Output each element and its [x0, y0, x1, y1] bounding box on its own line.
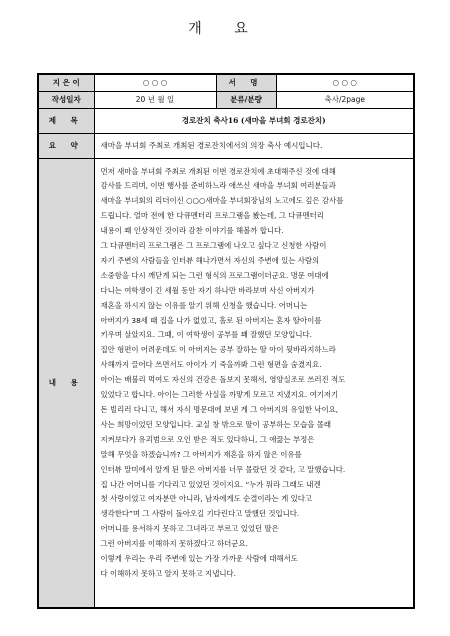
content-line: 드립니다. 얼마 전에 한 다큐멘터리 프로그램을 봤는데, 그 다큐멘터리 [100, 211, 324, 221]
content-line: 사해까지 끌어다 쓰면서도 아이가 기 죽을까봐 그런 형편을 숨겼지요. [100, 360, 322, 370]
content-line: 재혼을 하시지 않는 이유를 알기 위해 신청을 했습니다. 어머니는 [100, 300, 308, 310]
content-line: 자기 주변의 사람들을 인터뷰 해나가면서 자신의 주변에 있는 사람의 [100, 255, 320, 265]
content-line: 아이는 배불리 먹여도 자신의 건강은 돌보지 못해서, 영양실조로 쓰러진 적도 [100, 375, 346, 385]
content-line: 그런 아버지를 이해하지 못하겠다고 하더군요. [100, 539, 248, 549]
content-line: 집안 형편이 어려운데도 이 아버지는 공부 잘하는 딸 아이 뒷바라지하느라 [100, 345, 336, 355]
content-body [94, 158, 414, 608]
date-value: 20 년 월 일 [94, 91, 216, 108]
content-line: 아버지가 38세 때 집을 나가 없었고, 홀로 된 아버지는 혼자 딸아이를 [100, 315, 322, 325]
summary-value: 새마을 부녀회 주최로 개최된 경로잔치에서의 의장 축사 예시입니다. [94, 133, 414, 158]
content-line: 이렇게 우리는 우리 주변에 있는 가장 가까운 사람에 대해서도 [100, 554, 298, 564]
content-line: 그 다큐멘터리 프로그램은 그 프로그램에 나오고 싶다고 신청한 사람이 [100, 241, 327, 251]
content-line: 인터뷰 말미에서 알게 된 딸은 아버지를 너무 몰랐던 것 같다, 고 말했습니다. [100, 464, 346, 474]
category-value: 축사/2page [276, 91, 414, 108]
content-line: 있었다고 합니다. 아이는 그러한 사실을 까맣게 모르고 지냈지요. 여기저기 [100, 390, 339, 400]
content-lines [101, 165, 409, 582]
content-line: 소중함을 다시 깨닫게 되는 그런 형식의 프로그램이더군요. 명문 여대에 [100, 270, 329, 280]
content-line: 다니는 여학생이 긴 세월 동안 자기 하나만 바라보며 사신 아버지가 [100, 285, 315, 295]
content-line: 키우며 살았지요. 그때, 이 여학생이 공부를 꽤 잘했던 모양입니다. [100, 330, 312, 340]
content-line: 어머니를 용서하지 못하고 그녀라고 부르고 있었던 딸은 [100, 524, 279, 534]
date-label: 작성일자 [38, 91, 94, 108]
signature-value: ○ ○ ○ [276, 74, 414, 91]
content-line: 새마을 부녀회의 리더이신 ○○○새마을 부녀회장님의 노고에도 깊은 감사를 [100, 196, 344, 206]
content-label: 내 용 [38, 158, 94, 608]
content-line: 돈 빌리러 다니고, 해서 자식 명문대에 보낸 게 그 아버지의 유일한 낙이요, [100, 405, 339, 414]
author-value: ○ ○ ○ [94, 74, 216, 91]
info-table [37, 73, 415, 609]
content-line: 집 나간 어머니를 기다리고 있었던 것이지요. “누가 뭐라 그래도 내겐 [100, 479, 321, 489]
content-line: 첫 사랑이었고 여자분만 아니라, 남자에게도 순결이라는 게 있다고 [100, 494, 313, 504]
subject-value: 경로잔치 축사16 (새마을 부녀회 경로잔치) [94, 108, 414, 133]
category-label: 분류/분량 [216, 91, 276, 108]
signature-label: 서 명 [216, 74, 276, 91]
content-line: 사는 희망이었던 모양입니다. 교실 창 밖으로 딸이 공부하는 모습을 몰래 [100, 419, 332, 429]
content-line: 말해 무엇을 하겠습니까? 그 아버지가 재혼을 하지 않은 이유를 [100, 449, 302, 459]
subject-label: 제 목 [38, 108, 94, 133]
author-label: 지 은 이 [38, 74, 94, 91]
document-title: 개 요 [188, 21, 262, 37]
content-line: 다 이해하지 못하고 알지 못하고 지냅니다. [100, 568, 236, 578]
content-line: 내용이 꽤 인상적인 것이라 감찬 이야기를 해볼까 합니다. [100, 226, 284, 236]
content-line: 지켜보다가 유괴범으로 오인 받은 적도 있다하니, 그 애끓는 부정은 [100, 434, 315, 444]
content-line: 감사를 드리며, 이번 행사를 준비하느라 애쓰신 새마을 부녀회 여러분들과 [100, 181, 336, 191]
summary-label: 요 약 [38, 133, 94, 158]
content-line: 생각한다”며 그 사람이 돌아오길 기다린다고 말했던 것입니다. [100, 509, 300, 519]
content-line: 먼저 새마을 부녀회 주최로 개최된 이번 경로잔치에 초대해주신 것에 대해 [100, 166, 336, 176]
